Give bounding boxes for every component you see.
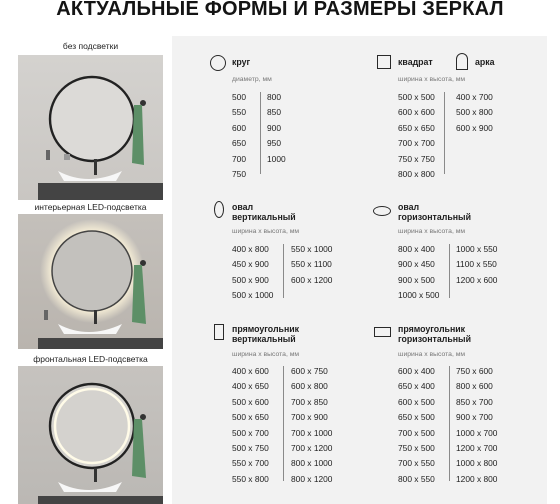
size-item: 1000 x 500 — [398, 290, 440, 301]
size-item: 550 x 800 — [232, 473, 269, 484]
size-item: 500 x 900 — [232, 274, 269, 285]
size-item: 800 x 1000 — [291, 458, 333, 469]
size-item: 500 x 650 — [232, 412, 269, 423]
rect-vertical-label-1: прямоугольник — [232, 324, 300, 334]
size-item: 950 — [267, 138, 281, 149]
rect-vertical-subtitle: ширина х высота, мм — [232, 351, 300, 358]
size-item: 750 — [232, 169, 246, 180]
size-item: 700 x 900 — [291, 412, 328, 423]
size-item: 800 x 800 — [398, 169, 435, 180]
caption-interior-led: интерьерная LED-подсветка — [34, 202, 147, 212]
size-item: 850 x 700 — [456, 396, 493, 407]
size-item: 700 x 500 — [398, 427, 435, 438]
vertical-oval-shape-icon — [214, 201, 224, 218]
size-item: 500 — [232, 92, 246, 102]
oval-vertical-label-1: овал — [232, 202, 254, 212]
oval-horizontal-subtitle: ширина х высота, мм — [398, 228, 466, 235]
oval-vertical-subtitle: ширина х высота, мм — [232, 228, 300, 235]
size-item: 400 x 600 — [232, 366, 269, 376]
square-label: квадрат — [398, 57, 433, 67]
size-item: 400 x 650 — [232, 381, 269, 392]
vertical-rectangle-shape-icon — [214, 324, 224, 340]
rect-vertical-label-2: вертикальный — [232, 334, 296, 344]
rect-horizontal-sizes-col2 — [456, 364, 497, 487]
size-item: 1000 — [267, 153, 286, 164]
photo-no-light — [18, 55, 163, 200]
size-item: 1200 x 600 — [456, 274, 498, 285]
size-item: 400 x 800 — [232, 244, 269, 254]
size-item: 800 x 550 — [398, 473, 435, 484]
arch-sizes-col — [456, 90, 493, 136]
rect-vertical-divider — [283, 366, 284, 481]
square-subtitle: ширина х высота, мм — [398, 76, 466, 83]
caption-no-light: без подсветки — [62, 41, 119, 51]
size-item: 700 x 1000 — [291, 427, 333, 438]
size-item: 600 x 500 — [398, 396, 435, 407]
horizontal-oval-shape-icon — [373, 206, 391, 216]
page-title: АКТУАЛЬНЫЕ ФОРМЫ И РАЗМЕРЫ ЗЕРКАЛ — [56, 0, 504, 20]
photo-interior-led — [18, 214, 163, 349]
size-item: 550 — [232, 107, 246, 118]
rect-vertical-sizes-col2 — [291, 364, 332, 487]
size-item: 600 x 400 — [398, 366, 435, 376]
size-item: 1200 x 700 — [456, 443, 498, 454]
size-item: 600 x 1200 — [291, 274, 333, 285]
square-sizes-col — [398, 90, 435, 182]
size-item: 650 x 650 — [398, 122, 435, 133]
circle-divider — [260, 92, 261, 174]
oval-vertical-label-2: вертикальный — [232, 212, 296, 222]
rect-horizontal-label-1: прямоугольник — [398, 324, 466, 334]
size-item: 900 x 700 — [456, 412, 493, 423]
size-item: 600 — [232, 122, 246, 133]
rect-vertical-sizes-col1 — [232, 364, 269, 487]
size-item: 700 x 700 — [398, 138, 435, 149]
circle-sizes-col2 — [267, 90, 286, 167]
size-item: 750 x 500 — [398, 443, 435, 454]
size-item: 550 x 700 — [232, 458, 269, 469]
rect-horizontal-divider — [449, 366, 450, 481]
size-item: 900 x 450 — [398, 259, 435, 270]
size-item: 750 x 600 — [456, 366, 493, 376]
size-item: 500 x 800 — [456, 107, 493, 118]
rect-horizontal-label-2: горизонтальный — [398, 334, 471, 344]
sizes-panel — [172, 36, 547, 504]
arch-shape-icon — [456, 53, 468, 70]
size-item: 600 x 900 — [456, 122, 493, 133]
size-item: 800 — [267, 92, 281, 102]
oval-horizontal-label-2: горизонтальный — [398, 212, 471, 222]
circle-shape-icon — [210, 55, 226, 71]
oval-vertical-sizes-col2 — [291, 242, 332, 288]
size-item: 500 x 600 — [232, 396, 269, 407]
circle-sizes-col1 — [232, 90, 246, 182]
circle-subtitle: диаметр, мм — [232, 76, 272, 83]
square-shape-icon — [377, 55, 391, 69]
size-item: 650 x 500 — [398, 412, 435, 423]
size-item: 450 x 900 — [232, 259, 269, 270]
photo-front-led — [18, 366, 163, 504]
size-item: 600 x 800 — [291, 381, 328, 392]
size-item: 1000 x 550 — [456, 244, 498, 254]
oval-horizontal-divider — [449, 244, 450, 298]
size-item: 1100 x 550 — [456, 259, 497, 270]
circle-label: круг — [232, 57, 251, 67]
size-item: 700 x 550 — [398, 458, 435, 469]
oval-horizontal-sizes-col2 — [456, 242, 497, 288]
horizontal-rectangle-shape-icon — [374, 327, 391, 337]
size-item: 500 x 750 — [232, 443, 269, 454]
size-item: 700 x 850 — [291, 396, 328, 407]
size-item: 850 — [267, 107, 281, 118]
square-arch-divider — [444, 92, 445, 174]
size-item: 750 x 750 — [398, 153, 435, 164]
rect-horizontal-subtitle: ширина х высота, мм — [398, 351, 466, 358]
size-item: 400 x 700 — [456, 92, 493, 102]
size-item: 650 x 400 — [398, 381, 435, 392]
size-item: 1000 x 700 — [456, 427, 498, 438]
size-item: 550 x 1100 — [291, 259, 332, 270]
size-item: 1200 x 800 — [456, 473, 498, 484]
size-item: 800 x 600 — [456, 381, 493, 392]
oval-horizontal-sizes-col1 — [398, 242, 439, 304]
rect-horizontal-sizes-col1 — [398, 364, 435, 487]
caption-front-led: фронтальная LED-подсветка — [33, 354, 148, 364]
size-item: 900 — [267, 122, 281, 133]
size-item: 550 x 1000 — [291, 244, 333, 254]
arch-label: арка — [475, 57, 495, 67]
size-item: 500 x 700 — [232, 427, 269, 438]
size-item: 1000 x 800 — [456, 458, 498, 469]
size-item: 500 x 1000 — [232, 290, 274, 301]
size-item: 500 x 500 — [398, 92, 435, 102]
oval-vertical-divider — [283, 244, 284, 298]
size-item: 800 x 1200 — [291, 473, 333, 484]
oval-vertical-sizes-col1 — [232, 242, 273, 304]
size-item: 650 — [232, 138, 246, 149]
oval-horizontal-label-1: овал — [398, 202, 420, 212]
size-item: 700 x 1200 — [291, 443, 333, 454]
size-item: 900 x 500 — [398, 274, 435, 285]
size-item: 600 x 750 — [291, 366, 328, 376]
size-item: 700 — [232, 153, 246, 164]
size-item: 600 x 600 — [398, 107, 435, 118]
size-item: 800 x 400 — [398, 244, 435, 254]
